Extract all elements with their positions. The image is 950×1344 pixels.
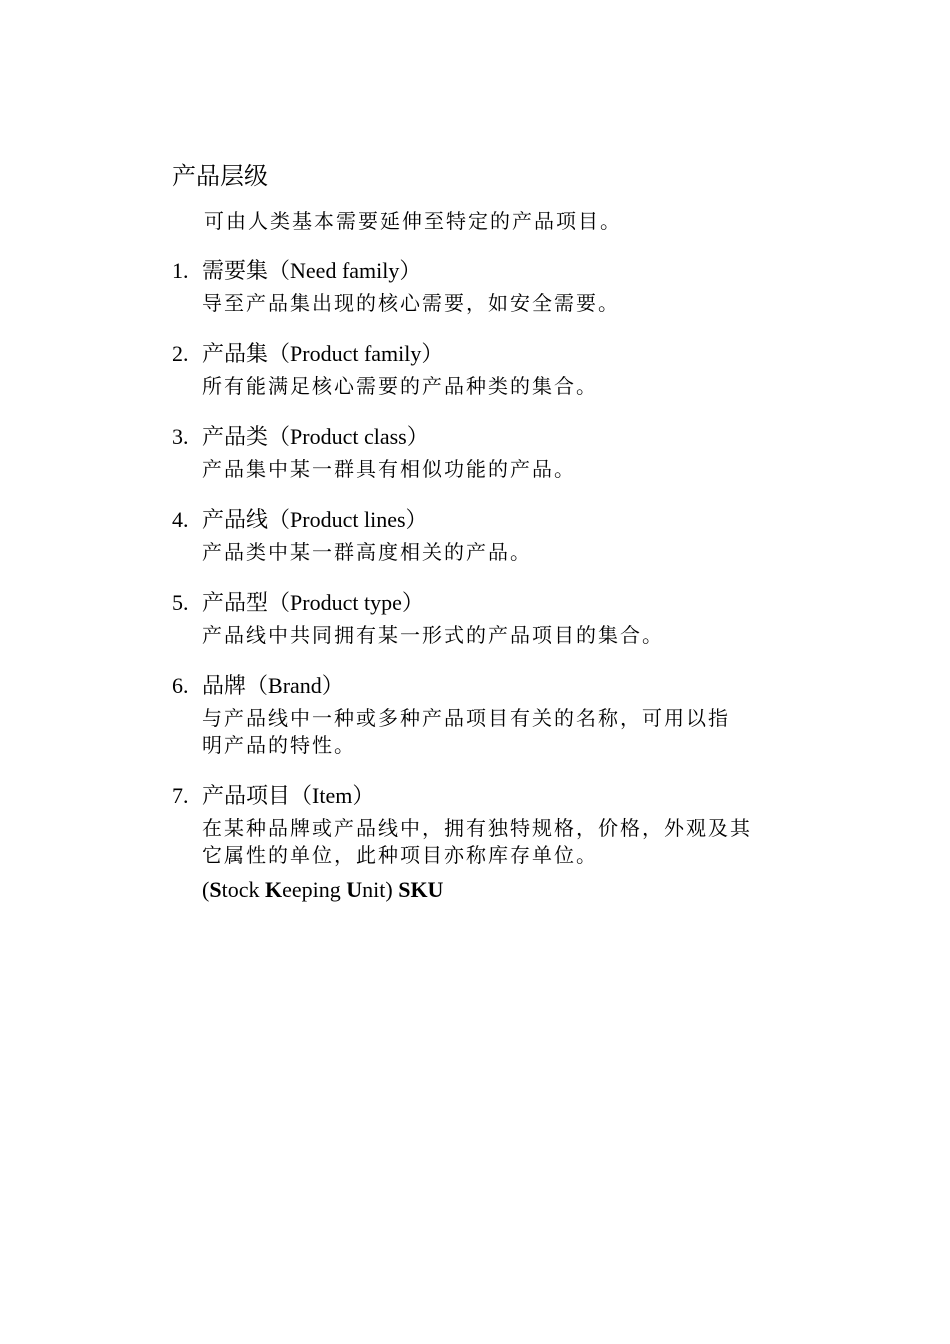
item-description: 产品集中某一群具有相似功能的产品。: [202, 457, 576, 481]
sku-word-nit: nit): [362, 877, 399, 902]
item-term-cn: 品牌: [202, 674, 247, 699]
list-item-product-class: [172, 422, 812, 483]
item-number: 3.: [172, 424, 189, 449]
close-paren: ）: [421, 342, 444, 367]
item-heading: [172, 256, 812, 286]
item-term-en: Item: [312, 783, 353, 808]
item-term-en: Product family: [290, 341, 422, 366]
item-term-cn: 产品线: [202, 508, 269, 533]
close-paren: ）: [399, 259, 422, 284]
item-number: 4.: [172, 507, 189, 532]
item-term-en: Product class: [290, 424, 407, 449]
close-paren: ）: [406, 425, 429, 450]
item-number: 7.: [172, 783, 189, 808]
item-number: 1.: [172, 258, 189, 283]
list-item-product-type: [172, 588, 812, 649]
item-heading: [172, 422, 812, 452]
sku-letter-s: S: [209, 877, 222, 902]
open-paren: （: [268, 425, 291, 450]
item-heading: [172, 588, 812, 618]
item-description: 与产品线中一种或多种产品项目有关的名称，可用以指 明产品的特性。: [202, 706, 730, 757]
sku-letter-u: U: [346, 877, 363, 902]
close-paren: ）: [352, 784, 375, 809]
sku-word-tock: tock: [221, 877, 265, 902]
item-term-en: Product type: [290, 590, 402, 615]
open-paren: （: [268, 508, 291, 533]
item-term-cn: 产品类: [202, 425, 269, 450]
list-item-product-lines: [172, 505, 812, 566]
item-description: 产品类中某一群高度相关的产品。: [202, 540, 532, 564]
close-paren: ）: [401, 591, 424, 616]
open-paren: （: [268, 259, 291, 284]
sku-abbreviation: SKU: [398, 877, 444, 902]
list-item-brand: [172, 671, 812, 759]
list-item-need-family: [172, 256, 812, 317]
item-term-cn: 需要集: [202, 259, 269, 284]
item-description: 产品线中共同拥有某一形式的产品项目的集合。: [202, 623, 664, 647]
page-title: 产品层级: [172, 162, 268, 190]
sku-letter-k: K: [264, 877, 283, 902]
item-term-cn: 产品集: [202, 342, 269, 367]
intro-text: 可由人类基本需要延伸至特定的产品项目。: [204, 209, 622, 233]
sku-open-paren: (: [202, 877, 210, 902]
item-heading: [172, 505, 812, 535]
item-heading: [172, 339, 812, 369]
list-item-item: [172, 781, 812, 905]
item-description: 在某种品牌或产品线中，拥有独特规格，价格，外观及其 它属性的单位，此种项目亦称库存单位。: [202, 816, 752, 867]
list-item-product-family: [172, 339, 812, 400]
item-description: 所有能满足核心需要的产品种类的集合。: [202, 374, 598, 398]
open-paren: （: [246, 674, 269, 699]
item-number: 5.: [172, 590, 189, 615]
sku-word-eeping: eeping: [282, 877, 347, 902]
item-number: 6.: [172, 673, 189, 698]
open-paren: （: [268, 591, 291, 616]
item-heading: [172, 671, 812, 701]
close-paren: ）: [405, 508, 428, 533]
item-description: 导至产品集出现的核心需要，如安全需要。: [202, 291, 620, 315]
sku-definition: [202, 875, 812, 905]
item-term-en: Need family: [290, 258, 400, 283]
item-term-en: Brand: [268, 673, 322, 698]
item-term-cn: 产品项目: [202, 784, 291, 809]
open-paren: （: [290, 784, 313, 809]
close-paren: ）: [321, 674, 344, 699]
item-term-en: Product lines: [290, 507, 406, 532]
item-term-cn: 产品型: [202, 591, 269, 616]
item-heading: [172, 781, 812, 811]
item-number: 2.: [172, 341, 189, 366]
open-paren: （: [268, 342, 291, 367]
